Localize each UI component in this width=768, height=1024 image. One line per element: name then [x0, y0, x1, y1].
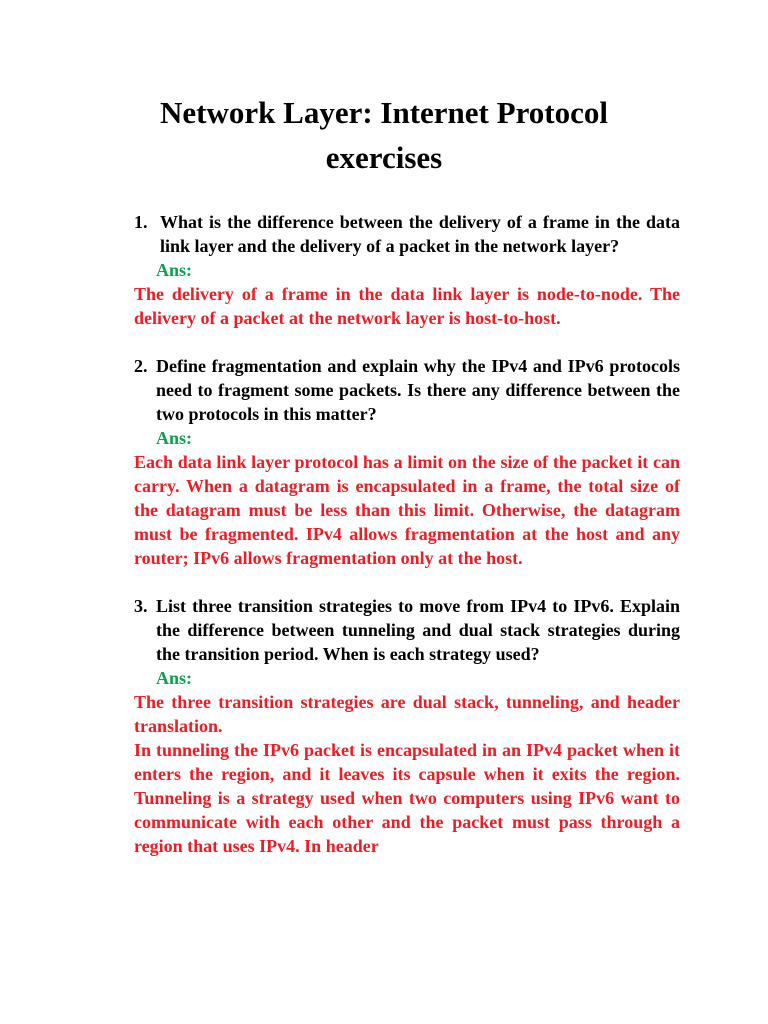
spacer	[134, 570, 680, 594]
question-text: What is the difference between the delivery of a frame in the data link layer and the delivery of a packet in the network layer?	[160, 212, 680, 256]
answer-paragraph: The three transition strategies are dual stack, tunneling, and header translation.	[134, 692, 680, 736]
ans-label: Ans:	[156, 260, 193, 280]
question-text: List three transition strategies to move from IPv4 to IPv6. Explain the difference between tunneling and dual stack strategies during the transition period. When is each strategy used?	[156, 596, 680, 664]
question-3	[134, 594, 680, 666]
page-title-line-2: exercises	[325, 140, 443, 175]
answer-paragraph: The delivery of a frame in the data link layer is node-to-node. The delivery of a packet at the network layer is host-to-host.	[134, 284, 680, 328]
question-1	[134, 210, 680, 258]
question-2	[134, 354, 680, 426]
ans-label: Ans:	[156, 428, 193, 448]
answer-paragraph: Each data link layer protocol has a limit on the size of the packet it can carry. When a datagram is encapsulated in a frame, the total size of the datagram must be less than this limit. Otherwise, the datagram must be fragmented. IPv4 allows fragmentation at the host and any router; IPv6 allows fragmentation only at the host.	[134, 452, 680, 568]
page-title-line-1: Network Layer: Internet Protocol	[160, 95, 608, 130]
question-text: Define fragmentation and explain why the IPv4 and IPv6 protocols need to fragment some packets. Is there any difference between the two protocols in this matter?	[156, 356, 680, 424]
question-number: 1.	[134, 212, 148, 232]
question-number: 2.	[134, 356, 148, 376]
spacer	[134, 330, 680, 354]
exercise-list	[134, 210, 680, 858]
answer-paragraph: In tunneling the IPv6 packet is encapsulated in an IPv4 packet when it enters the region, and it leaves its capsule when it exits the region. Tunneling is a strategy used when two computers using IPv6 want to communicate with each other and the packet must pass through a region that uses IPv4. In header	[134, 740, 680, 856]
page-title	[0, 90, 768, 180]
ans-label: Ans:	[156, 668, 193, 688]
question-number: 3.	[134, 596, 148, 616]
